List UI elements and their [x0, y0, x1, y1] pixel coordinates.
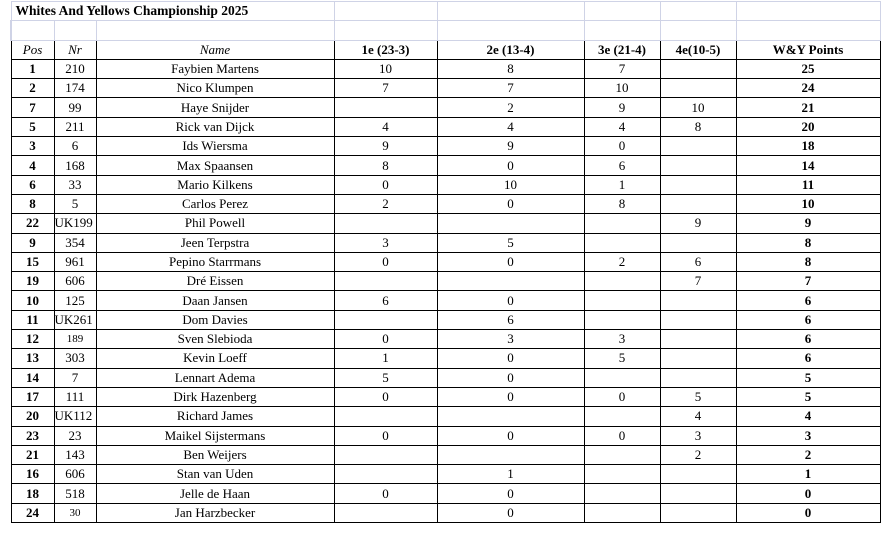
- cell-name[interactable]: Maikel Sijstermans: [96, 426, 334, 445]
- cell-round-4[interactable]: [660, 194, 736, 213]
- cell-pos[interactable]: 20: [11, 407, 54, 426]
- cell-round-1[interactable]: 0: [334, 175, 437, 194]
- empty-cell[interactable]: [736, 2, 880, 21]
- table-row: [11, 465, 880, 484]
- header-row: [11, 40, 880, 59]
- cell-round-1[interactable]: 2: [334, 194, 437, 213]
- cell-round-2[interactable]: 0: [437, 156, 584, 175]
- cell-nr[interactable]: UK261: [54, 310, 96, 329]
- cell-round-4[interactable]: 10: [660, 98, 736, 117]
- cell-points[interactable]: 18: [736, 137, 880, 156]
- cell-nr[interactable]: 125: [54, 291, 96, 310]
- table-row: [11, 291, 880, 310]
- cell-points[interactable]: 25: [736, 59, 880, 78]
- empty-cell[interactable]: [437, 2, 584, 21]
- cell-nr[interactable]: 143: [54, 445, 96, 464]
- cell-points[interactable]: 8: [736, 233, 880, 252]
- table-row: [11, 330, 880, 349]
- empty-cell[interactable]: [584, 2, 660, 21]
- cell-round-1[interactable]: [334, 465, 437, 484]
- cell-round-3[interactable]: 7: [584, 59, 660, 78]
- cell-pos[interactable]: 19: [11, 272, 54, 291]
- cell-nr[interactable]: 111: [54, 387, 96, 406]
- cell-name[interactable]: Max Spaansen: [96, 156, 334, 175]
- cell-round-4[interactable]: [660, 79, 736, 98]
- cell-pos[interactable]: 10: [11, 291, 54, 310]
- cell-round-1[interactable]: 0: [334, 330, 437, 349]
- table-row: [11, 117, 880, 136]
- cell-name[interactable]: Kevin Loeff: [96, 349, 334, 368]
- cell-name[interactable]: Lennart Adema: [96, 368, 334, 387]
- cell-nr[interactable]: 7: [54, 368, 96, 387]
- cell-round-4[interactable]: [660, 233, 736, 252]
- cell-pos[interactable]: 21: [11, 445, 54, 464]
- cell-pos[interactable]: 15: [11, 252, 54, 271]
- cell-round-1[interactable]: 4: [334, 117, 437, 136]
- cell-name[interactable]: Faybien Martens: [96, 59, 334, 78]
- cell-nr[interactable]: 961: [54, 252, 96, 271]
- cell-round-2[interactable]: 0: [437, 503, 584, 522]
- cell-pos[interactable]: 18: [11, 484, 54, 503]
- cell-round-3[interactable]: [584, 407, 660, 426]
- cell-points[interactable]: 0: [736, 484, 880, 503]
- cell-round-4[interactable]: 9: [660, 214, 736, 233]
- cell-round-3[interactable]: 10: [584, 79, 660, 98]
- cell-round-3[interactable]: [584, 445, 660, 464]
- table-row: [11, 272, 880, 291]
- cell-round-3[interactable]: 3: [584, 330, 660, 349]
- cell-name[interactable]: Dré Eissen: [96, 272, 334, 291]
- empty-cell[interactable]: [54, 21, 96, 40]
- cell-round-4[interactable]: [660, 59, 736, 78]
- cell-round-1[interactable]: 8: [334, 156, 437, 175]
- cell-points[interactable]: 3: [736, 426, 880, 445]
- cell-nr[interactable]: 99: [54, 98, 96, 117]
- cell-points[interactable]: 6: [736, 349, 880, 368]
- table-row: [11, 137, 880, 156]
- cell-pos[interactable]: 2: [11, 79, 54, 98]
- cell-name[interactable]: Dom Davies: [96, 310, 334, 329]
- cell-round-2[interactable]: 4: [437, 117, 584, 136]
- cell-name[interactable]: Sven Slebioda: [96, 330, 334, 349]
- cell-pos[interactable]: 14: [11, 368, 54, 387]
- header-round-1[interactable]: 1e (23-3): [334, 40, 437, 59]
- results-table: [10, 1, 881, 523]
- cell-name[interactable]: Pepino Starrmans: [96, 252, 334, 271]
- cell-pos[interactable]: 6: [11, 175, 54, 194]
- cell-nr[interactable]: 211: [54, 117, 96, 136]
- cell-nr[interactable]: 5: [54, 194, 96, 213]
- cell-nr[interactable]: 354: [54, 233, 96, 252]
- cell-points[interactable]: 6: [736, 310, 880, 329]
- cell-round-3[interactable]: 1: [584, 175, 660, 194]
- cell-name[interactable]: Mario Kilkens: [96, 175, 334, 194]
- cell-round-1[interactable]: 3: [334, 233, 437, 252]
- cell-pos[interactable]: 13: [11, 349, 54, 368]
- cell-round-3[interactable]: 0: [584, 137, 660, 156]
- cell-round-3[interactable]: 5: [584, 349, 660, 368]
- cell-round-4[interactable]: [660, 156, 736, 175]
- cell-nr[interactable]: 6: [54, 137, 96, 156]
- cell-name[interactable]: Haye Snijder: [96, 98, 334, 117]
- cell-round-4[interactable]: [660, 465, 736, 484]
- cell-pos[interactable]: 9: [11, 233, 54, 252]
- cell-name[interactable]: Daan Jansen: [96, 291, 334, 310]
- cell-points[interactable]: 6: [736, 330, 880, 349]
- cell-points[interactable]: 6: [736, 291, 880, 310]
- cell-round-4[interactable]: [660, 330, 736, 349]
- cell-pos[interactable]: 22: [11, 214, 54, 233]
- cell-round-2[interactable]: 1: [437, 465, 584, 484]
- cell-pos[interactable]: 8: [11, 194, 54, 213]
- cell-nr[interactable]: 30: [54, 503, 96, 522]
- cell-round-3[interactable]: 9: [584, 98, 660, 117]
- cell-round-2[interactable]: 3: [437, 330, 584, 349]
- cell-nr[interactable]: 518: [54, 484, 96, 503]
- cell-pos[interactable]: 4: [11, 156, 54, 175]
- cell-round-3[interactable]: [584, 503, 660, 522]
- cell-name[interactable]: Richard James: [96, 407, 334, 426]
- header-round-3[interactable]: 3e (21-4): [584, 40, 660, 59]
- cell-round-3[interactable]: [584, 233, 660, 252]
- header-round-4[interactable]: 4e(10-5): [660, 40, 736, 59]
- cell-points[interactable]: 7: [736, 272, 880, 291]
- header-nr[interactable]: Nr: [54, 40, 96, 59]
- cell-points[interactable]: 20: [736, 117, 880, 136]
- cell-round-4[interactable]: 7: [660, 272, 736, 291]
- cell-nr[interactable]: UK112: [54, 407, 96, 426]
- cell-round-4[interactable]: 2: [660, 445, 736, 464]
- table-row: [11, 59, 880, 78]
- cell-round-4[interactable]: [660, 137, 736, 156]
- header-points[interactable]: W&Y Points: [736, 40, 880, 59]
- cell-round-4[interactable]: 5: [660, 387, 736, 406]
- cell-points[interactable]: 2: [736, 445, 880, 464]
- cell-round-4[interactable]: [660, 484, 736, 503]
- cell-round-2[interactable]: 10: [437, 175, 584, 194]
- cell-points[interactable]: 11: [736, 175, 880, 194]
- cell-round-2[interactable]: 8: [437, 59, 584, 78]
- table-row: [11, 503, 880, 522]
- cell-pos[interactable]: 12: [11, 330, 54, 349]
- cell-round-1[interactable]: [334, 98, 437, 117]
- cell-nr[interactable]: 174: [54, 79, 96, 98]
- cell-round-2[interactable]: 0: [437, 426, 584, 445]
- cell-name[interactable]: Ben Weijers: [96, 445, 334, 464]
- cell-round-3[interactable]: 0: [584, 387, 660, 406]
- table-row: [11, 310, 880, 329]
- cell-name[interactable]: Ids Wiersma: [96, 137, 334, 156]
- table-row: [11, 387, 880, 406]
- cell-pos[interactable]: 7: [11, 98, 54, 117]
- cell-points[interactable]: 5: [736, 368, 880, 387]
- cell-round-1[interactable]: 9: [334, 137, 437, 156]
- table-row: [11, 484, 880, 503]
- cell-round-4[interactable]: [660, 291, 736, 310]
- cell-round-4[interactable]: 3: [660, 426, 736, 445]
- page-title: Whites And Yellows Championship 2025: [11, 2, 334, 21]
- cell-round-4[interactable]: 8: [660, 117, 736, 136]
- table-row: [11, 426, 880, 445]
- cell-round-4[interactable]: 4: [660, 407, 736, 426]
- title-row: [11, 2, 880, 21]
- empty-cell[interactable]: [660, 21, 736, 40]
- cell-round-1[interactable]: 0: [334, 484, 437, 503]
- cell-round-2[interactable]: 6: [437, 310, 584, 329]
- cell-nr[interactable]: 606: [54, 465, 96, 484]
- cell-name[interactable]: Jelle de Haan: [96, 484, 334, 503]
- cell-name[interactable]: Rick van Dijck: [96, 117, 334, 136]
- cell-name[interactable]: Stan van Uden: [96, 465, 334, 484]
- empty-cell[interactable]: [96, 21, 334, 40]
- cell-points[interactable]: 24: [736, 79, 880, 98]
- header-name[interactable]: Name: [96, 40, 334, 59]
- cell-round-2[interactable]: 9: [437, 137, 584, 156]
- cell-round-1[interactable]: [334, 503, 437, 522]
- cell-round-1[interactable]: 1: [334, 349, 437, 368]
- empty-cell[interactable]: [334, 2, 437, 21]
- table-row: [11, 252, 880, 271]
- cell-round-2[interactable]: 0: [437, 252, 584, 271]
- empty-cell[interactable]: [584, 21, 660, 40]
- cell-round-1[interactable]: 6: [334, 291, 437, 310]
- cell-nr[interactable]: 23: [54, 426, 96, 445]
- empty-cell[interactable]: [11, 21, 54, 40]
- table-row: [11, 98, 880, 117]
- cell-nr[interactable]: 606: [54, 272, 96, 291]
- cell-name[interactable]: Jeen Terpstra: [96, 233, 334, 252]
- cell-round-1[interactable]: [334, 272, 437, 291]
- empty-cell[interactable]: [736, 21, 880, 40]
- cell-round-2[interactable]: 0: [437, 291, 584, 310]
- cell-points[interactable]: 5: [736, 387, 880, 406]
- cell-pos[interactable]: 5: [11, 117, 54, 136]
- cell-round-2[interactable]: [437, 214, 584, 233]
- cell-round-2[interactable]: 7: [437, 79, 584, 98]
- cell-pos[interactable]: 1: [11, 59, 54, 78]
- cell-round-2[interactable]: [437, 445, 584, 464]
- cell-points[interactable]: 1: [736, 465, 880, 484]
- cell-round-3[interactable]: 4: [584, 117, 660, 136]
- table-row: [11, 233, 880, 252]
- cell-pos[interactable]: 3: [11, 137, 54, 156]
- cell-round-1[interactable]: 0: [334, 426, 437, 445]
- cell-round-4[interactable]: 6: [660, 252, 736, 271]
- cell-nr[interactable]: UK199: [54, 214, 96, 233]
- table-row: [11, 194, 880, 213]
- cell-round-3[interactable]: 2: [584, 252, 660, 271]
- cell-nr[interactable]: 189: [54, 330, 96, 349]
- table-row: [11, 445, 880, 464]
- cell-points[interactable]: 0: [736, 503, 880, 522]
- cell-round-2[interactable]: [437, 407, 584, 426]
- cell-round-2[interactable]: 0: [437, 349, 584, 368]
- cell-round-1[interactable]: 10: [334, 59, 437, 78]
- cell-name[interactable]: Carlos Perez: [96, 194, 334, 213]
- cell-nr[interactable]: 303: [54, 349, 96, 368]
- cell-round-3[interactable]: [584, 465, 660, 484]
- cell-nr[interactable]: 210: [54, 59, 96, 78]
- table-row: [11, 79, 880, 98]
- cell-round-2[interactable]: 0: [437, 194, 584, 213]
- cell-round-3[interactable]: 8: [584, 194, 660, 213]
- cell-round-3[interactable]: [584, 291, 660, 310]
- empty-cell[interactable]: [334, 21, 437, 40]
- cell-round-1[interactable]: [334, 214, 437, 233]
- cell-round-2[interactable]: 5: [437, 233, 584, 252]
- table-row: [11, 175, 880, 194]
- cell-round-1[interactable]: 7: [334, 79, 437, 98]
- cell-name[interactable]: Dirk Hazenberg: [96, 387, 334, 406]
- table-row: [11, 214, 880, 233]
- empty-cell[interactable]: [660, 2, 736, 21]
- cell-round-3[interactable]: [584, 484, 660, 503]
- cell-round-2[interactable]: 0: [437, 484, 584, 503]
- cell-round-1[interactable]: 0: [334, 387, 437, 406]
- cell-points[interactable]: 21: [736, 98, 880, 117]
- cell-pos[interactable]: 23: [11, 426, 54, 445]
- cell-name[interactable]: Nico Klumpen: [96, 79, 334, 98]
- cell-pos[interactable]: 16: [11, 465, 54, 484]
- header-pos[interactable]: Pos: [11, 40, 54, 59]
- cell-round-1[interactable]: 5: [334, 368, 437, 387]
- cell-round-2[interactable]: 0: [437, 387, 584, 406]
- cell-round-3[interactable]: [584, 214, 660, 233]
- cell-round-1[interactable]: [334, 310, 437, 329]
- cell-round-4[interactable]: [660, 368, 736, 387]
- cell-name[interactable]: Jan Harzbecker: [96, 503, 334, 522]
- cell-nr[interactable]: 33: [54, 175, 96, 194]
- header-round-2[interactable]: 2e (13-4): [437, 40, 584, 59]
- cell-points[interactable]: 8: [736, 252, 880, 271]
- empty-cell[interactable]: [437, 21, 584, 40]
- cell-round-2[interactable]: 0: [437, 368, 584, 387]
- cell-points[interactable]: 14: [736, 156, 880, 175]
- cell-round-3[interactable]: [584, 272, 660, 291]
- cell-points[interactable]: 9: [736, 214, 880, 233]
- cell-round-2[interactable]: [437, 272, 584, 291]
- cell-round-4[interactable]: [660, 503, 736, 522]
- cell-pos[interactable]: 24: [11, 503, 54, 522]
- cell-round-2[interactable]: 2: [437, 98, 584, 117]
- cell-points[interactable]: 4: [736, 407, 880, 426]
- cell-name[interactable]: Phil Powell: [96, 214, 334, 233]
- cell-pos[interactable]: 17: [11, 387, 54, 406]
- cell-round-4[interactable]: [660, 310, 736, 329]
- table-row: [11, 156, 880, 175]
- cell-pos[interactable]: 11: [11, 310, 54, 329]
- cell-round-1[interactable]: 0: [334, 252, 437, 271]
- cell-round-4[interactable]: [660, 175, 736, 194]
- table-row: [11, 368, 880, 387]
- table-row: [11, 407, 880, 426]
- cell-round-3[interactable]: [584, 310, 660, 329]
- cell-round-3[interactable]: 0: [584, 426, 660, 445]
- cell-nr[interactable]: 168: [54, 156, 96, 175]
- cell-round-1[interactable]: [334, 407, 437, 426]
- cell-round-3[interactable]: 6: [584, 156, 660, 175]
- cell-round-4[interactable]: [660, 349, 736, 368]
- cell-round-3[interactable]: [584, 368, 660, 387]
- cell-round-1[interactable]: [334, 445, 437, 464]
- table-row: [11, 349, 880, 368]
- blank-row: [11, 21, 880, 40]
- cell-points[interactable]: 10: [736, 194, 880, 213]
- results-sheet: [10, 1, 879, 523]
